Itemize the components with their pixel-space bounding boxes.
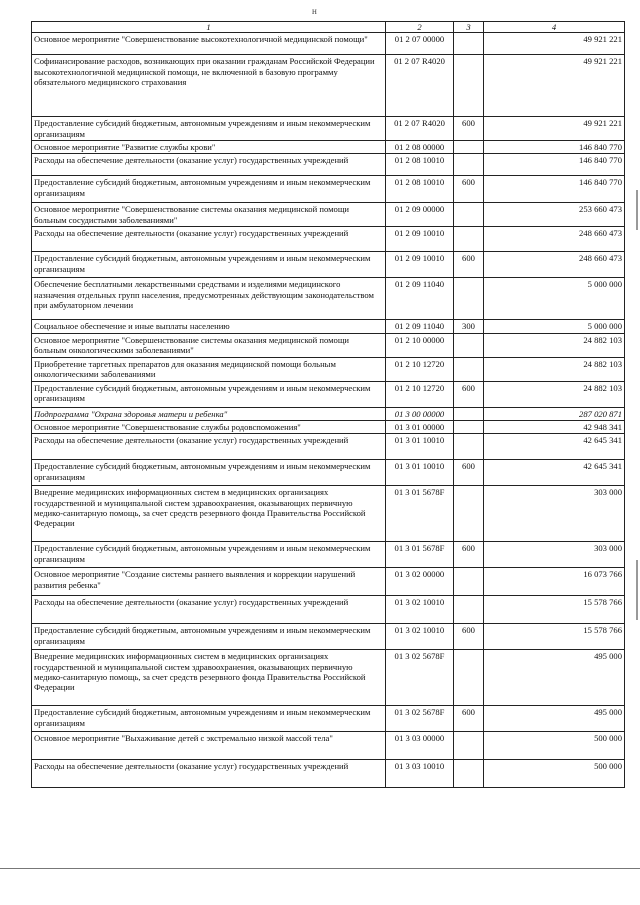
row-name-cell: Подпрограмма "Охрана здоровья матери и ребенка" <box>32 407 386 420</box>
row-amount-cell: 146 840 770 <box>484 140 625 153</box>
row-code-cell: 01 3 01 5678F <box>386 542 454 568</box>
row-code-cell: 01 3 02 10010 <box>386 596 454 624</box>
table-row <box>32 176 625 203</box>
row-type-cell <box>454 278 484 320</box>
table-row <box>32 732 625 760</box>
row-amount-cell: 248 660 473 <box>484 252 625 278</box>
table-row <box>32 278 625 320</box>
row-code-cell: 01 2 09 11040 <box>386 278 454 320</box>
row-type-cell <box>454 227 484 252</box>
row-code-cell: 01 3 02 5678F <box>386 706 454 732</box>
table-row <box>32 407 625 420</box>
row-code-cell: 01 2 09 10010 <box>386 227 454 252</box>
row-type-cell: 600 <box>454 624 484 650</box>
row-type-cell <box>454 140 484 153</box>
row-type-cell <box>454 55 484 117</box>
row-type-cell <box>454 357 484 381</box>
table-row <box>32 420 625 433</box>
table-row <box>32 117 625 141</box>
table-row <box>32 140 625 153</box>
table-row <box>32 357 625 381</box>
row-amount-cell: 303 000 <box>484 486 625 542</box>
scan-line <box>0 868 640 869</box>
row-amount-cell: 24 882 103 <box>484 381 625 407</box>
table-row <box>32 381 625 407</box>
row-type-cell <box>454 650 484 706</box>
column-header-amount: 4 <box>484 22 625 33</box>
row-amount-cell: 5 000 000 <box>484 320 625 333</box>
row-name-cell: Расходы на обеспечение деятельности (оказание услуг) государственных учреждений <box>32 154 386 176</box>
row-name-cell: Предоставление субсидий бюджетным, автономным учреждениям и иным некоммерческим организациям <box>32 706 386 732</box>
row-amount-cell: 42 948 341 <box>484 420 625 433</box>
row-type-cell <box>454 568 484 596</box>
row-type-cell <box>454 596 484 624</box>
row-type-cell: 300 <box>454 320 484 333</box>
page-mark: н <box>312 6 317 16</box>
row-code-cell: 01 3 01 10010 <box>386 460 454 486</box>
row-code-cell: 01 2 07 R4020 <box>386 55 454 117</box>
row-type-cell <box>454 154 484 176</box>
row-name-cell: Предоставление субсидий бюджетным, автономным учреждениям и иным некоммерческим организациям <box>32 117 386 141</box>
row-amount-cell: 146 840 770 <box>484 176 625 203</box>
row-code-cell: 01 2 09 11040 <box>386 320 454 333</box>
row-name-cell: Основное мероприятие "Развитие службы крови" <box>32 140 386 153</box>
row-code-cell: 01 3 00 00000 <box>386 407 454 420</box>
column-header-name: 1 <box>32 22 386 33</box>
row-amount-cell: 24 882 103 <box>484 357 625 381</box>
table-row <box>32 252 625 278</box>
row-name-cell: Основное мероприятие "Совершенствование системы оказания медицинской помощи больным онкологическими заболеваниями" <box>32 333 386 357</box>
row-code-cell: 01 2 10 12720 <box>386 381 454 407</box>
row-name-cell: Расходы на обеспечение деятельности (оказание услуг) государственных учреждений <box>32 760 386 788</box>
row-name-cell: Основное мероприятие "Выхаживание детей с экстремально низкой массой тела" <box>32 732 386 760</box>
row-name-cell: Расходы на обеспечение деятельности (оказание услуг) государственных учреждений <box>32 434 386 460</box>
row-amount-cell: 500 000 <box>484 760 625 788</box>
table-row <box>32 154 625 176</box>
table-row <box>32 486 625 542</box>
table-header-row <box>32 22 625 33</box>
row-name-cell: Приобретение таргетных препаратов для оказания медицинской помощи больным онкологическими заболеваниями <box>32 357 386 381</box>
table-row <box>32 760 625 788</box>
row-type-cell: 600 <box>454 706 484 732</box>
row-name-cell: Предоставление субсидий бюджетным, автономным учреждениям и иным некоммерческим организациям <box>32 542 386 568</box>
row-name-cell: Предоставление субсидий бюджетным, автономным учреждениям и иным некоммерческим организациям <box>32 252 386 278</box>
row-code-cell: 01 3 02 5678F <box>386 650 454 706</box>
table-row <box>32 460 625 486</box>
row-amount-cell: 49 921 221 <box>484 117 625 141</box>
row-type-cell <box>454 333 484 357</box>
row-amount-cell: 146 840 770 <box>484 154 625 176</box>
column-header-type: 3 <box>454 22 484 33</box>
row-amount-cell: 303 000 <box>484 542 625 568</box>
row-code-cell: 01 3 02 00000 <box>386 568 454 596</box>
row-type-cell: 600 <box>454 176 484 203</box>
row-code-cell: 01 3 01 00000 <box>386 420 454 433</box>
column-header-code: 2 <box>386 22 454 33</box>
row-type-cell <box>454 33 484 55</box>
row-name-cell: Основное мероприятие "Создание системы раннего выявления и коррекции нарушений развития ребенка" <box>32 568 386 596</box>
row-amount-cell: 15 578 766 <box>484 596 625 624</box>
row-name-cell: Расходы на обеспечение деятельности (оказание услуг) государственных учреждений <box>32 227 386 252</box>
row-name-cell: Обеспечение бесплатными лекарственными средствами и изделиями медицинского назначения отдельных групп населения, предусмотренных действующим законодательством при амбулаторном лечении <box>32 278 386 320</box>
row-code-cell: 01 3 01 10010 <box>386 434 454 460</box>
table-row <box>32 55 625 117</box>
row-type-cell <box>454 203 484 227</box>
table-row <box>32 706 625 732</box>
row-amount-cell: 495 000 <box>484 650 625 706</box>
row-code-cell: 01 2 07 00000 <box>386 33 454 55</box>
row-type-cell <box>454 434 484 460</box>
row-code-cell: 01 2 08 10010 <box>386 154 454 176</box>
row-code-cell: 01 2 07 R4020 <box>386 117 454 141</box>
row-name-cell: Софинансирование расходов, возникающих при оказании гражданам Российской Федерации высокотехнологичной медицинской помощи, не включенной в базовую программу обязательного медицинского страхования <box>32 55 386 117</box>
table-row <box>32 33 625 55</box>
table-row <box>32 333 625 357</box>
row-amount-cell: 495 000 <box>484 706 625 732</box>
row-name-cell: Социальное обеспечение и иные выплаты населению <box>32 320 386 333</box>
row-type-cell: 600 <box>454 117 484 141</box>
row-code-cell: 01 2 08 10010 <box>386 176 454 203</box>
row-amount-cell: 42 645 341 <box>484 460 625 486</box>
row-code-cell: 01 3 01 5678F <box>386 486 454 542</box>
row-code-cell: 01 2 10 00000 <box>386 333 454 357</box>
row-type-cell: 600 <box>454 381 484 407</box>
row-type-cell: 600 <box>454 542 484 568</box>
row-name-cell: Предоставление субсидий бюджетным, автономным учреждениям и иным некоммерческим организациям <box>32 381 386 407</box>
row-name-cell: Расходы на обеспечение деятельности (оказание услуг) государственных учреждений <box>32 596 386 624</box>
row-code-cell: 01 2 09 10010 <box>386 252 454 278</box>
row-code-cell: 01 3 03 10010 <box>386 760 454 788</box>
table-row <box>32 203 625 227</box>
row-amount-cell: 253 660 473 <box>484 203 625 227</box>
scan-edge-mark <box>636 190 638 230</box>
row-type-cell <box>454 732 484 760</box>
scan-edge-mark <box>636 560 638 620</box>
row-amount-cell: 42 645 341 <box>484 434 625 460</box>
row-amount-cell: 24 882 103 <box>484 333 625 357</box>
row-amount-cell: 5 000 000 <box>484 278 625 320</box>
row-name-cell: Основное мероприятие "Совершенствование высокотехнологичной медицинской помощи" <box>32 33 386 55</box>
table-row <box>32 320 625 333</box>
table-row <box>32 624 625 650</box>
row-code-cell: 01 2 08 00000 <box>386 140 454 153</box>
table-row <box>32 434 625 460</box>
row-amount-cell: 15 578 766 <box>484 624 625 650</box>
row-type-cell: 600 <box>454 252 484 278</box>
row-name-cell: Предоставление субсидий бюджетным, автономным учреждениям и иным некоммерческим организациям <box>32 460 386 486</box>
row-code-cell: 01 2 09 00000 <box>386 203 454 227</box>
row-name-cell: Внедрение медицинских информационных систем в медицинских организациях государственной и муниципальной систем здравоохранения, оказывающих первичную медико-санитарную помощь, за счет средств резервного фонда Правительства Российской Федерации <box>32 650 386 706</box>
row-type-cell: 600 <box>454 460 484 486</box>
row-name-cell: Основное мероприятие "Совершенствование службы родовспоможения" <box>32 420 386 433</box>
row-name-cell: Предоставление субсидий бюджетным, автономным учреждениям и иным некоммерческим организациям <box>32 176 386 203</box>
row-name-cell: Внедрение медицинских информационных систем в медицинских организациях государственной и муниципальной систем здравоохранения, оказывающих первичную медико-санитарную помощь, за счет средств резервного фонда Правительства Российской Федерации <box>32 486 386 542</box>
row-amount-cell: 248 660 473 <box>484 227 625 252</box>
row-name-cell: Предоставление субсидий бюджетным, автономным учреждениям и иным некоммерческим организациям <box>32 624 386 650</box>
row-type-cell <box>454 420 484 433</box>
table-row <box>32 227 625 252</box>
table-row <box>32 650 625 706</box>
row-type-cell <box>454 760 484 788</box>
row-amount-cell: 287 020 871 <box>484 407 625 420</box>
row-code-cell: 01 3 02 10010 <box>386 624 454 650</box>
row-amount-cell: 49 921 221 <box>484 33 625 55</box>
table-row <box>32 568 625 596</box>
row-type-cell <box>454 486 484 542</box>
row-name-cell: Основное мероприятие "Совершенствование системы оказания медицинской помощи больным сосудистыми заболеваниями" <box>32 203 386 227</box>
table-row <box>32 596 625 624</box>
table-body <box>32 33 625 788</box>
budget-table <box>31 21 625 788</box>
row-code-cell: 01 3 03 00000 <box>386 732 454 760</box>
row-type-cell <box>454 407 484 420</box>
row-amount-cell: 500 000 <box>484 732 625 760</box>
row-code-cell: 01 2 10 12720 <box>386 357 454 381</box>
table-row <box>32 542 625 568</box>
row-amount-cell: 16 073 766 <box>484 568 625 596</box>
row-amount-cell: 49 921 221 <box>484 55 625 117</box>
